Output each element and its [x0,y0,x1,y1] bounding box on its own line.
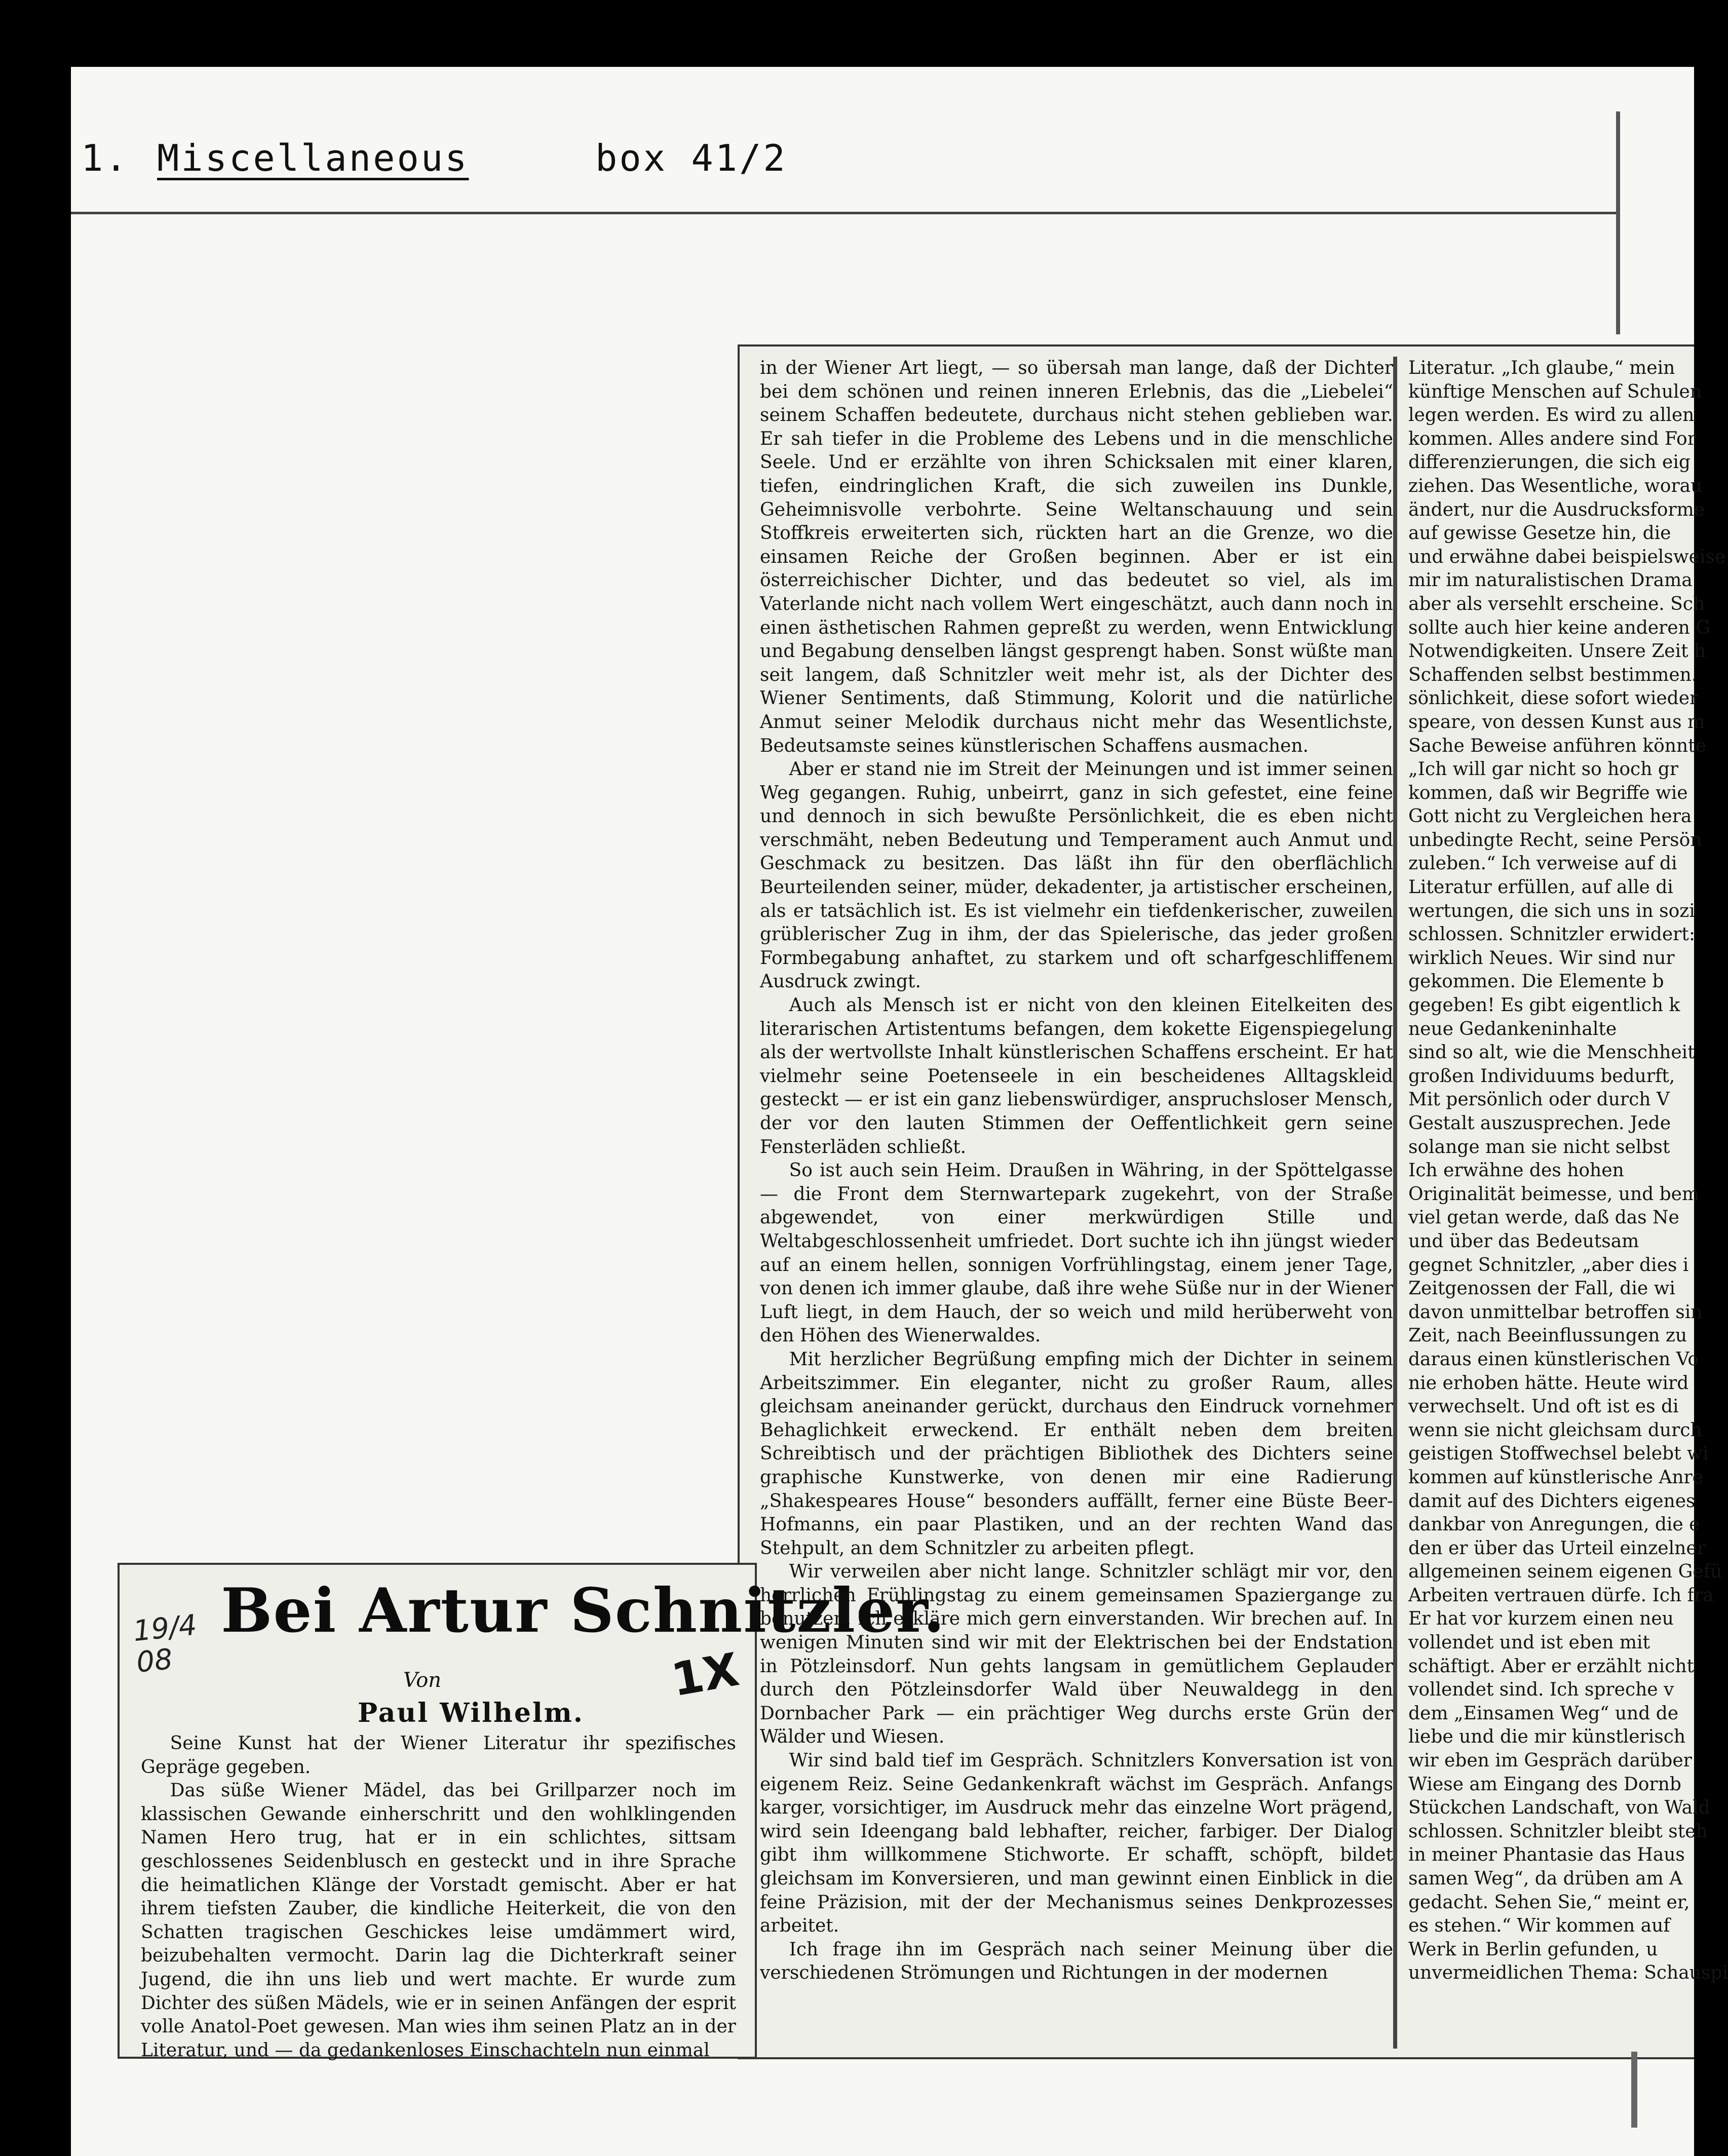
column-3-line: Werk in Berlin gefunden, u [1408,1939,1658,1960]
column-3-line: künftige Menschen auf Schulen [1408,381,1702,402]
column-3-line: sind so alt, wie die Menschheit [1408,1042,1695,1063]
clipping-continuation [738,344,1728,2059]
article-column-1 [141,1732,736,2062]
column-3-line: gedacht. Sehen Sie,“ meint er, [1408,1892,1690,1913]
column-3-line: ändert, nur die Ausdrucksforme [1408,499,1705,520]
handwritten-mark: 1X [667,1643,743,1707]
column-3-line: den er über das Urteil einzelner [1408,1537,1706,1559]
column-3-line: viel getan werde, daß das Ne [1408,1207,1679,1228]
column-3-line: solange man sie nicht selbst [1408,1136,1670,1158]
column-3-line: Stückchen Landschaft, von Wald [1408,1797,1710,1819]
column-3-line: neue Gedankeninhalte [1408,1018,1617,1040]
paragraph: Wir verweilen aber nicht lange. Schnitzler schlägt mir vor, den herrlichen Frühlingstag zu einem gemeinsamen Spaziergange zu benutzen. Ich erkläre mich gern einverstanden. Wir brechen auf. In wenigen Minuten sind wir mit der Elektrischen bei der Endstation in Pötzleinsdorf. Nun gehts langsam in gemütlichem Geplauder durch den Pötzleinsdorfer Wald über Neuwaldegg in den Dornbacher Park — ein prächtiger Weg durchs erste Grün der Wälder und Wiesen. [760,1561,1393,1748]
byline-von: Von [403,1669,442,1692]
column-3-line: allgemeinen seinem eigenen Gefü [1408,1561,1722,1583]
column-3-line: verwechselt. Und oft ist es di [1408,1396,1679,1417]
column-3-line: sönlichkeit, diese sofort wieder [1408,688,1699,709]
column-3-line: Mit persönlich oder durch V [1408,1089,1670,1110]
paragraph: Aber er stand nie im Streit der Meinungen und ist immer seinen Weg gegangen. Ruhig, unbeirrt, ganz in sich gefestet, eine feine und dennoch in sich bewußte Persönlichkeit, die es eben nicht verschmäht, neben Bedeutung und Temperament auch Anmut und Geschmack zu besitzen. Das läßt ihn für den oberflächlich Beurteilenden seiner, müder, dekadenter, ja artistischer erscheinen, als er tatsächlich ist. Es ist vielmehr ein tiefdenkerischer, zuweilen grüblerischer Zug in ihm, der das Spielerische, das jeder großen Formbegabung anhaftet, zu starkem und oft scharfgeschliffenem Ausdruck zwingt. [760,759,1393,992]
column-3-line: und erwähne dabei beispielsweise [1408,546,1726,567]
column-3-line: schlossen. Schnitzler erwidert: [1408,924,1695,945]
column-3-line: kommen auf künstlerische Anre [1408,1467,1704,1488]
column-3-line: wirklich Neues. Wir sind nur [1408,947,1675,969]
column-3-line: kommen. Alles andere sind For [1408,428,1696,449]
folder-box: box 41/2 [595,137,787,179]
column-3-line: „Ich will gar nicht so hoch gr [1408,759,1679,780]
column-3-line: dankbar von Anregungen, die e [1408,1514,1700,1535]
column-3-line: Zeitgenossen der Fall, die wi [1408,1278,1675,1299]
column-3-line: schlossen. Schnitzler bleibt steh [1408,1821,1708,1842]
column-3-line: Literatur. „Ich glaube,“ mein [1408,358,1675,378]
column-3-line: zuleben.“ Ich verweise auf di [1408,853,1677,874]
handwritten-date: 19/4 08 [131,1608,199,1679]
byline-author: Paul Wilhelm. [358,1698,584,1728]
column-3-line: dem „Einsamen Weg“ und de [1408,1703,1679,1724]
column-3-line: Schaffenden selbst bestimmen. [1408,664,1698,685]
folder-category: Miscellaneous [157,137,469,179]
column-3-line: gekommen. Die Elemente b [1408,971,1664,992]
column-3-line: kommen, daß wir Begriffe wie [1408,782,1688,803]
paragraph: Wir sind bald tief im Gespräch. Schnitzlers Konversation ist von eigenem Reiz. Seine Gedankenkraft wächst im Gespräch. Anfangs karger, vorsichtiger, im Ausdruck mehr das einzelne Wort prägend, wird sein Ideengang bald lebhafter, reicher, farbiger. Der Dialog gibt ihm willkommene Stichworte. Er schafft, schöpft, bildet gleichsam im Konversieren, und man gewinnt einen Einblick in die feine Präzision, mit der der Mechanismus seines Denkprozesses arbeitet. [760,1750,1393,1937]
header-divider [71,212,1616,214]
column-3-line: Zeit, nach Beeinflussungen zu [1408,1325,1687,1346]
column-3-line: ziehen. Das Wesentliche, worau [1408,475,1703,496]
column-3-line: vollendet und ist eben mit [1408,1632,1650,1653]
column-divider [1393,357,1397,2049]
column-3-line: mir im naturalistischen Drama [1408,570,1693,591]
column-3-line: samen Weg“, da drüben am A [1408,1868,1683,1889]
column-3-line: Gestalt auszusprechen. Jede [1408,1113,1671,1134]
column-3-line: vollendet sind. Ich spreche v [1408,1679,1674,1701]
column-3-line: legen werden. Es wird zu allen [1408,405,1695,426]
article-column-2 [760,357,1393,1985]
column-3-line: sollte auch hier keine anderen G [1408,617,1710,638]
column-3-line: Gott nicht zu Vergleichen hera [1408,806,1692,827]
column-3-line: damit auf des Dichters eigenes [1408,1490,1696,1512]
column-3-line: wertungen, die sich uns in sozi [1408,900,1695,921]
folder-number: 1. [81,137,129,179]
column-3-line: Originalität beimesse, und bem [1408,1183,1700,1205]
column-3-line: geistigen Stoffwechsel belebt wi [1408,1443,1709,1465]
column-3-line: daraus einen künstlerischen Vo [1408,1349,1699,1370]
paragraph: Das süße Wiener Mädel, das bei Grillparzer noch im klassischen Gewande einherschritt und den wohlklingenden Namen Hero trug, hat er in ein schlichtes, sittsam geschlossenes Seidenblusch en gesteckt und in ihre Sprache die heimatlichen Klänge der Vorstadt gemischt. Aber er hat ihrem tiefsten Zauber, die kindliche Heiterkeit, die von den Schatten tragischen Geschickes leise umdämmert wird, beizubehalten vermocht. Darin lag die Dichterkraft seiner Jugend, die ihn uns lieb und wert machte. Er wurde zum Dichter des süßen Mädels, wie er in seinen Anfängen der esprit volle Anatol-Poet gewesen. Man wies ihm seinen Platz an in der Literatur, und — da gedankenloses Einschachteln nun einmal [141,1780,736,2061]
column-3-line: liebe und die mir künstlerisch [1408,1726,1686,1748]
column-3-line: Sache Beweise anführen könnte [1408,735,1706,756]
column-3-line: auf gewisse Gesetze hin, die [1408,523,1671,544]
column-3-line: unvermeidlichen Thema: Schauspi [1408,1962,1728,1984]
column-3-line: schäftigt. Aber er erzählt nicht [1408,1655,1695,1677]
column-3-line: Wiese am Eingang des Dornb [1408,1774,1681,1795]
column-3-line: wir eben im Gespräch darüber [1408,1750,1692,1772]
column-3-line: Notwendigkeiten. Unsere Zeit h [1408,641,1706,662]
column-3-line: Literatur erfüllen, auf alle di [1408,877,1673,898]
column-3-line: gegeben! Es gibt eigentlich k [1408,995,1680,1016]
column-3-line: Ich erwähne des hohen [1408,1160,1624,1181]
article-headline: Bei Artur Schnitzler. [221,1575,946,1646]
column-3-line: großen Individuums bedurft, [1408,1065,1675,1087]
column-3-line: wenn sie nicht gleichsam durch [1408,1419,1702,1441]
clipping-headline [118,1563,946,2061]
paragraph: So ist auch sein Heim. Draußen in Währing, in der Spöttelgasse — die Front dem Sternwartepark zugekehrt, von der Straße abgewendet, von einer merkwürdigen Stille und Weltabgeschlossenheit umfriedet. Dort suchte ich ihn jüngst wieder auf an einem hellen, sonnigen Vorfrühlingstag, einem jener Tage, von denen ich immer glaube, daß ihre wehe Süße nur in der Wiener Luft liegt, in dem Hauch, der so weich und mild herüberweht von den Höhen des Wienerwaldes. [760,1160,1393,1346]
paragraph: in der Wiener Art liegt, — so übersah man lange, daß der Dichter bei dem schönen und reinen inneren Erlebnis, das die „Liebelei“ seinem Schaffen bedeutete, durchaus nicht stehen geblieben war. Er sah tiefer in die Probleme des Lebens und in die menschliche Seele. Und er erzählte von ihren Schicksalen mit einer klaren, tiefen, eindringlichen Kraft, die sich zuweilen ins Dunkle, Geheimnisvolle verbohrte. Seine Weltanschauung und sein Stoffkreis erweiterten sich, rückten hart an die Grenze, wo die einsamen Reiche der Großen beginnen. Aber er ist ein österreichischer Dichter, und das bedeutet so viel, als im Vaterlande nicht nach vollem Wert eingeschätzt, auch dann noch in einen ästhetischen Rahmen gepreßt zu werden, wenn Entwicklung und Begabung denselben längst gesprengt haben. Sonst wüßte man seit langem, daß Schnitzler weit mehr ist, als der Dichter des Wiener Sentiments, daß Stimmung, Kolorit und die natürliche Anmut seiner Melodik durchaus nicht mehr das Wesentlichste, Bedeutsamste seines künstlerischen Schaffens ausmachen. [760,358,1393,756]
paragraph: Auch als Mensch ist er nicht von den kleinen Eitelkeiten des literarischen Artistentums befangen, dem kokette Eigenspiegelung als der wertvollste Inhalt künstlerischen Schaffens erscheint. Er hat vielmehr seine Poetenseele in ein bescheidenes Alltagskleid gesteckt — er ist ein ganz liebenswürdiger, anspruchsloser Mensch, der vor den lauten Stimmen der Oeffentlichkeit gern seine Fensterläden schließt. [760,995,1393,1158]
header-edge-line [1616,111,1620,334]
paragraph: Mit herzlicher Begrüßung empfing mich der Dichter in seinem Arbeitszimmer. Ein eleganter, nicht zu großer Raum, alles gleichsam aneinander gerückt, durchaus den Eindruck vornehmer Behaglichkeit erweckend. Er enthält neben dem breiten Schreibtisch und der prächtigen Bibliothek des Dichters seine graphische Kunstwerke, von denen mir eine Radierung „Shakespeares House“ besonders auffällt, ferner eine Büste Beer-Hofmanns, ein paar Plastiken, und an der rechten Wand das Stehpult, an dem Schnitzler zu arbeiten pflegt. [760,1349,1393,1559]
column-3-line: nie erhoben hätte. Heute wird [1408,1372,1689,1394]
column-3-line: unbedingte Recht, seine Persön [1408,829,1702,851]
binding-mark [1631,2052,1637,2128]
column-3-line: speare, von dessen Kunst aus m [1408,711,1705,733]
column-3-line: davon unmittelbar betroffen sin [1408,1301,1703,1323]
column-3-line: differenzierungen, die sich eig [1408,452,1691,473]
column-3-line: in meiner Phantasie das Haus [1408,1844,1685,1866]
column-3-line: aber als versehlt erscheine. Sch [1408,593,1705,614]
column-3-line: Er hat vor kurzem einen neu [1408,1608,1674,1630]
column-3-line: und über das Bedeutsam [1408,1230,1639,1252]
paragraph: Ich frage ihn im Gespräch nach seiner Meinung über die verschiedenen Strömungen und Richtungen in der modernen [760,1939,1393,1984]
article-column-3 [1408,357,1728,1985]
paragraph: Seine Kunst hat der Wiener Literatur ihr spezifisches Gepräge gegeben. [141,1733,736,1778]
column-3-line: es stehen.“ Wir kommen auf [1408,1915,1670,1937]
column-3-line: gegnet Schnitzler, „aber dies i [1408,1254,1689,1276]
column-3-line: Arbeiten vertrauen dürfe. Ich fra [1408,1585,1714,1606]
